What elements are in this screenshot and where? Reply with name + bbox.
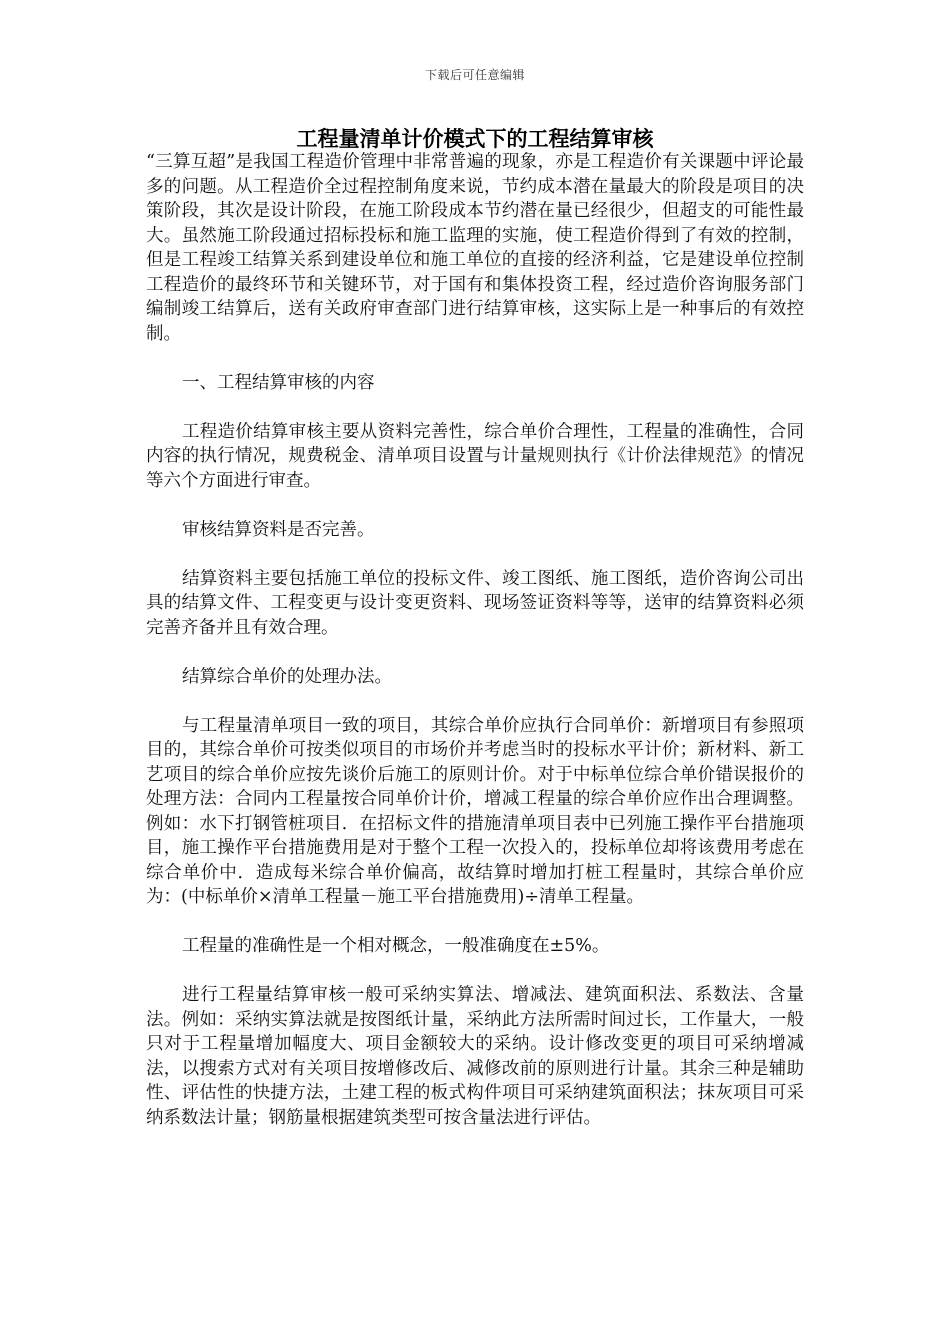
section-heading-review-content: 一、工程结算审核的内容 — [182, 372, 375, 393]
body-paragraph: 工程造价结算审核主要从资料完善性，综合单价合理性，工程量的准确性，合同内容的执行情况，规费税金、清单项目设置与计量规则执行《计价法律规范》的情况等六个方面进行审查。 — [146, 421, 804, 491]
subheading-unit-price-method: 结算综合单价的处理办法。 — [182, 666, 392, 687]
page-header-note: 下载后可任意编辑 — [424, 68, 525, 82]
intro-paragraph: “三算互超”是我国工程造价管理中非常普遍的现象，亦是工程造价有关课题中评论最多的问题。从工程造价全过程控制角度来说，节约成本潜在量最大的阶段是项目的决策阶段，其次是设计阶段，在施工阶段成本节约潜在量已经很少，但超支的可能性最大。虽然施工阶段通过招标投标和施工监理的实施，使工程造价得到了有效的控制，但是工程竣工结算关系到建设单位和施工单位的直接的经济利益，它是建设单位控制工程造价的最终环节和关键环节，对于国有和集体投资工程，经过造价咨询服务部门编制竣工结算后，送有关政府审查部门进行结算审核，这实际上是一种事后的有效控制。 — [146, 152, 804, 344]
document-title: 工程量清单计价模式下的工程结算审核 — [296, 127, 654, 151]
body-paragraph: 进行工程量结算审核一般可采纳实算法、增减法、建筑面积法、系数法、含量法。例如：采纳实算法就是按图纸计量，采纳此方法所需时间过长，工作量大，一般只对于工程量增加幅度大、项目金额较大的采纳。设计修改变更的项目可采纳增减法，以搜索方式对有关项目按增修改后、减修改前的原则进行计量。其余三种是辅助性、评估性的快捷方法，土建工程的板式构件项目可采纳建筑面积法；抹灰项目可采纳系数法计量；钢筋量根据建筑类型可按含量法进行评估。 — [146, 985, 804, 1128]
body-paragraph: 与工程量清单项目一致的项目，其综合单价应执行合同单价：新增项目有参照项目的，其综合单价可按类似项目的市场价并考虑当时的投标水平计价；新材料、新工艺项目的综合单价应按先谈价后施工的原则计价。对于中标单位综合单价错误报价的处理方法：合同内工程量按合同单价计价，增减工程量的综合单价应作出合理调整。例如：水下打钢管桩项目．在招标文件的措施清单项目表中已列施工操作平台措施项目，施工操作平台措施费用是对于整个工程一次投入的，投标单位却将该费用考虑在综合单价中．造成每米综合单价偏高，故结算时增加打桩工程量时，其综合单价应为：(中标单价×清单工程量－施工平台措施费用)÷清单工程量。 — [146, 715, 804, 907]
subheading-materials-complete: 审核结算资料是否完善。 — [182, 519, 375, 540]
body-paragraph: 工程量的准确性是一个相对概念，一般准确度在±5%。 — [182, 936, 610, 956]
document-body — [146, 150, 804, 1155]
body-paragraph: 结算资料主要包括施工单位的投标文件、竣工图纸、施工图纸，造价咨询公司出具的结算文件、工程变更与设计变更资料、现场签证资料等等，送审的结算资料必须完善齐备并且有效合理。 — [146, 568, 804, 638]
